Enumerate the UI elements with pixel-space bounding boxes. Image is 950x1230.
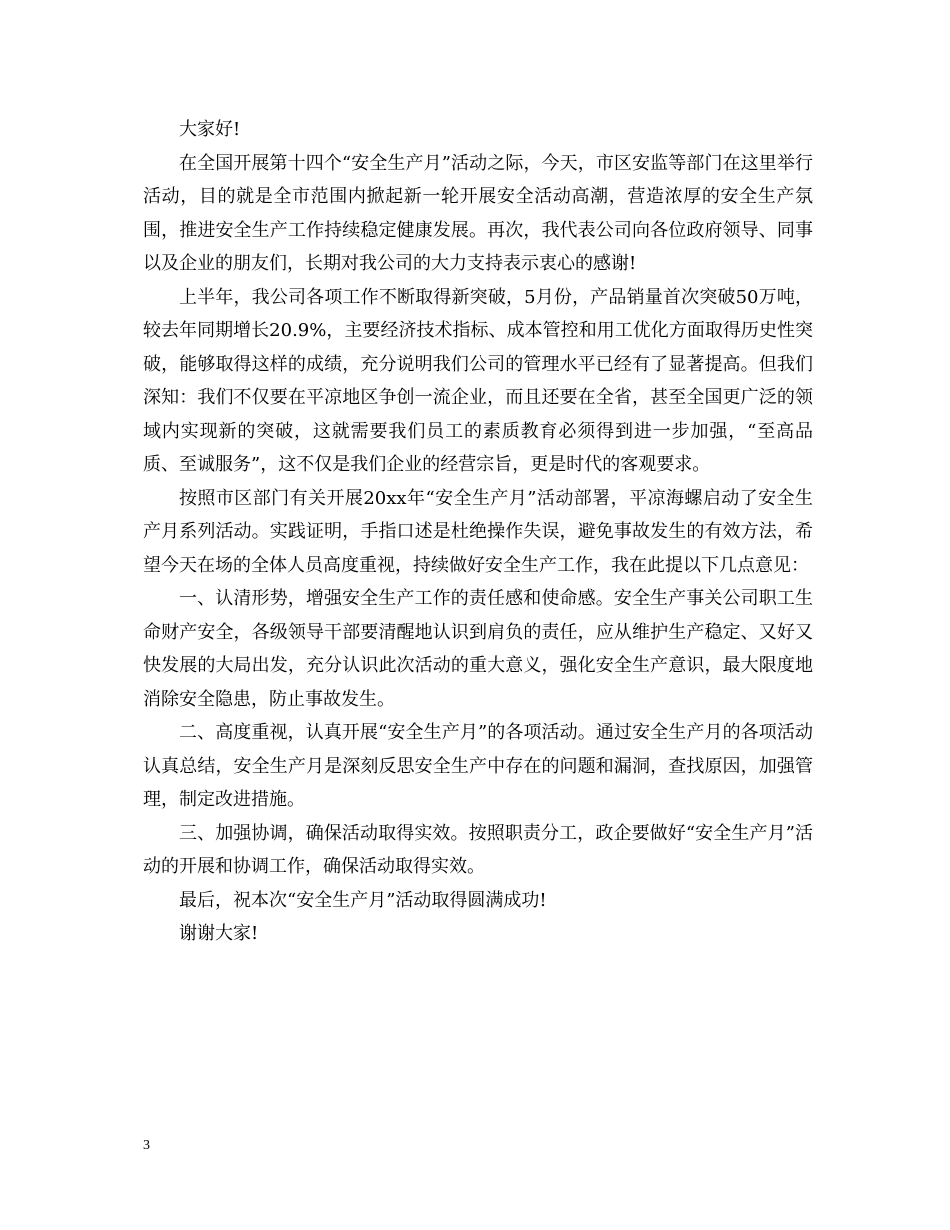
- deployment-paragraph: 按照市区部门有关开展20xx年“安全生产月”活动部署，平凉海螺启动了安全生产月系列活动。实践证明，手指口述是杜绝操作失误，避免事故发生的有效方法，希望今天在场的全体人员高度重视，持续做好安全生产工作，我在此提以下几点意见：: [143, 487, 813, 576]
- point-one-paragraph: 一、认清形势，增强安全生产工作的责任感和使命感。安全生产事关公司职工生命财产安全，各级领导干部要清醒地认识到肩负的责任，应从维护生产稳定、又好又快发展的大局出发，充分认识此次活动的重大意义，强化安全生产意识，最大限度地消除安全隐患，防止事故发生。: [143, 588, 813, 710]
- greeting-paragraph: 大家好!: [179, 119, 241, 140]
- thanks-paragraph: 谢谢大家!: [179, 923, 259, 944]
- intro-paragraph: 在全国开展第十四个“安全生产月”活动之际，今天，市区安监等部门在这里举行 活动，目的就是全市范围内掀起新一轮开展安全活动高潮，营造浓厚的安全生产氛围，推进安全生产工作持续稳定健康发展。再次，我代表公司向各位政府领导、同事以及企业的朋友们，长期对我公司的大力支持表示衷心的感谢!: [143, 152, 813, 274]
- point-three-paragraph: 三、加强协调，确保活动取得实效。按照职责分工，政企要做好“安全生产月”活动的开展和协调工作，确保活动取得实效。: [143, 822, 813, 877]
- achievements-paragraph: 上半年，我公司各项工作不断取得新突破，5月份，产品销量首次突破50万吨，较去年同期增长20.9%，主要经济技术指标、成本管控和用工优化方面取得历史性突破，能够取得这样的成绩，充分说明我们公司的管理水平已经有了显著提高。但我们深知：我们不仅要在平凉地区争创一流企业，而且还要在全省，甚至全国更广泛的领域内实现新的突破，这就需要我们员工的素质教育必须得到进一步加强，“至高品质、至诚服务”，这不仅是我们企业的经营宗旨，更是时代的客观要求。: [143, 286, 813, 475]
- point-two-paragraph: 二、高度重视，认真开展“安全生产月”的各项活动。通过安全生产月的各项活动认真总结，安全生产月是深刻反思安全生产中存在的问题和漏洞，查找原因，加强管理，制定改进措施。: [143, 722, 813, 810]
- closing-paragraph: 最后，祝本次“安全生产月”活动取得圆满成功!: [179, 889, 547, 911]
- page-number: 3: [143, 1138, 150, 1153]
- document-body: [143, 113, 813, 951]
